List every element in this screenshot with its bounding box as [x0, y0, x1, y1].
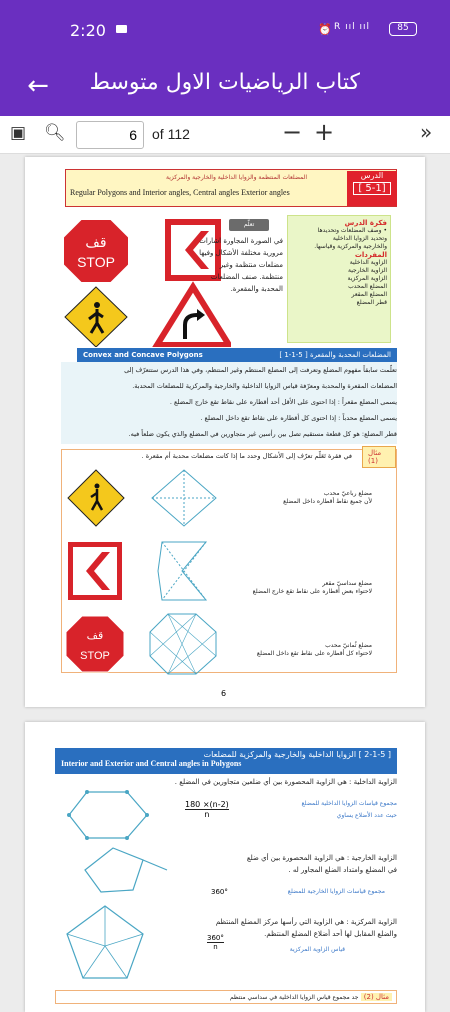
lesson-label: الدرس	[360, 171, 384, 180]
vocab-item: المضلع المقعر	[351, 291, 387, 298]
ex-title: مضلع سداسيّ مقعر	[322, 580, 372, 587]
def-line: المضلعات المقعرة والمحدبة ومعرّفة قياس الزوايا الداخلية والخارجية والمركزية للمضلعات المحدبة.	[132, 382, 397, 390]
status-time: 2:20	[70, 21, 106, 40]
stop-small-ar: قف	[86, 629, 104, 642]
octagon-shape	[150, 614, 216, 674]
ideas-item: وتحديد الزوايا الداخلية	[332, 235, 387, 242]
central-frac-bot: n	[213, 943, 218, 951]
example-1-box	[61, 449, 397, 673]
example2-label: مثال (2)	[361, 993, 392, 1001]
example-label: مثال (1)	[362, 446, 396, 468]
ex-text: لاحتواء كل أقطاره على نقاط تقع داخل المضلع	[256, 650, 372, 657]
exterior-note: مجموع قياسات الزوايا الخارجية للمضلع	[287, 888, 385, 895]
lesson-title-en: Regular Polygons and Interior angles, Central angles Exterior angles	[70, 188, 290, 197]
interior-formula-top: 180 ×(n-2)	[185, 800, 229, 809]
example2-text: جد مجموع قياس الزوايا الداخلية في سداسي منتظم	[229, 994, 359, 1001]
exterior-angle-figure	[73, 840, 169, 900]
ideas-title: فكرة الدرس	[344, 219, 387, 227]
battery-icon: 85	[389, 22, 417, 36]
ex-title: مضلع رباعيّ محدب	[323, 490, 372, 497]
section-ar: [ 1-1-5 ] المضلعات المحدبة والمقعرة	[279, 351, 391, 359]
exterior-def2: في المضلع وامتداد الضلع المجاور له .	[288, 866, 397, 874]
section2-ar: [ 2-1-5 ] الزوايا الداخلية والخارجية والمركزية للمضلعات	[203, 750, 391, 759]
next-page-icon[interactable]: »	[420, 120, 433, 144]
ex-item-1	[252, 490, 372, 506]
pdf-toolbar	[0, 116, 450, 154]
pdf-page-6	[25, 157, 425, 707]
ideas-item: والخارجية والمركزية وقياسها.	[314, 243, 387, 250]
ex-item-3	[242, 642, 372, 658]
ideas-item: • وصف المضلعات وتحديدها	[317, 227, 387, 234]
example-figures	[66, 466, 266, 676]
book-icon[interactable]: ▣	[10, 123, 27, 143]
example-question: في فقرة تَعَلّم تعرّف إلى الأشكال وحدد ما إذا كانت مضلعات محدبة أم مقعرة .	[141, 452, 352, 460]
interior-def: الزاوية الداخلية : هي الزاوية المحصورة بين أي ضلعين متجاورين في المضلع .	[174, 778, 397, 786]
section-header	[77, 348, 397, 362]
intro-text: في الصورة المجاورة اشارات مرورية مختلفة الأشكال وفيها مضلعات منتظمة وغير منتظمة. صنف المضلعات المحدبة والمقعرة.	[199, 237, 283, 293]
zoom-out-button[interactable]: −	[282, 118, 303, 146]
back-arrow-icon[interactable]: ←	[27, 71, 49, 101]
mail-icon	[116, 25, 127, 33]
stop-sign-ar: قف	[85, 235, 107, 251]
central-note: قياس الزاوية المركزية	[289, 946, 345, 953]
hexagon-figure	[67, 790, 149, 840]
def-line: تعلّمت سابقاً مفهوم المضلع وتعرفت إلى المضلع المنتظم وغير المنتظم، وفي هذا الدرس ستتعرّف إلى	[124, 366, 397, 374]
status-bar	[0, 0, 450, 58]
stop-sign-text: STOP	[77, 254, 115, 270]
interior-note2: حيث عدد الأضلاع يساوي	[336, 812, 397, 819]
stop-sign-small	[66, 616, 124, 672]
vocab-item: قطر المضلع	[356, 299, 387, 306]
section-en: Convex and Concave Polygons	[83, 351, 203, 359]
section-header-2	[55, 748, 397, 774]
vocab-item: الزاوية المركزية	[347, 275, 387, 282]
lesson-number: [ 5-1]	[353, 182, 391, 195]
example-2-box	[55, 990, 397, 1004]
page-count: of 112	[152, 126, 190, 142]
ex-text: لأن جميع نقاط أقطاره داخل المضلع	[283, 498, 372, 505]
def-line: قطر المضلع: هو كل قطعة مستقيم تصل بين رأسين غير متجاورين في المضلع والذي يكون ضلعاً فيه.	[128, 430, 397, 438]
think-label: تعلّم	[229, 219, 269, 231]
exterior-value: 360°	[211, 888, 228, 896]
interior-formula	[185, 800, 229, 819]
vocab-item: الزاوية الداخلية	[349, 259, 387, 266]
section2-en: Interior and Exterior and Central angles in Polygons	[61, 759, 242, 768]
signal-icon: R ııl ııl	[334, 22, 370, 32]
app-bar	[0, 58, 450, 116]
lesson-badge	[347, 171, 397, 206]
lesson-title-ar: المضلعات المنتظمة والزوايا الداخلية والخارجية والمركزية	[166, 174, 308, 181]
vocab-item: المضلع المحدب	[348, 283, 387, 290]
ex-text: لاحتواء بعض أقطاره على نقاط تقع خارج المضلع	[252, 588, 372, 595]
ex-title: مضلع ثُمانيّ محدب	[325, 642, 372, 649]
alarm-icon: ⏰	[318, 23, 332, 36]
page-number: 6	[221, 689, 227, 698]
central-formula	[207, 934, 224, 951]
stop-sign-octagon	[63, 219, 129, 283]
definitions-box	[61, 362, 397, 444]
vocab-item: الزاوية الخارجية	[348, 267, 387, 274]
pentagon-central-figure	[65, 904, 145, 980]
def-line: يسمى المضلع مقعراً : إذا احتوى على الأقل أحد أقطاره على نقاط تقع خارج المضلع .	[169, 398, 397, 406]
zoom-in-button[interactable]: +	[314, 118, 335, 146]
central-frac-top: 360°	[207, 934, 224, 942]
def-line: يسمى المضلع محدباً : إذا احتوى كل أقطاره على نقاط تقع داخل المضلع .	[200, 414, 397, 422]
interior-formula-n: n	[204, 810, 210, 819]
lesson-ideas-box	[287, 215, 391, 343]
page-number-input[interactable]	[76, 121, 144, 149]
ex-item-2	[242, 580, 372, 596]
central-def2: والضلع المقابل لها أحد أضلاع المضلع المنتظم.	[264, 930, 397, 938]
central-def1: الزاوية المركزية : هي الزاوية التي رأسها مركز المضلع المنتظم	[215, 918, 397, 926]
search-icon[interactable]: 🔍︎	[44, 123, 66, 143]
vocab-title: المفردات	[354, 251, 387, 259]
exterior-def1: الزاوية الخارجية : هي الزاوية المحصورة بين أي ضلع	[246, 854, 397, 862]
pdf-page-7	[25, 722, 425, 1012]
interior-note1: مجموع قياسات الزوايا الداخلية للمضلع	[301, 800, 397, 807]
stop-small-text: STOP	[80, 650, 110, 662]
app-title: كتاب الرياضيات الاول متوسط	[89, 70, 360, 95]
